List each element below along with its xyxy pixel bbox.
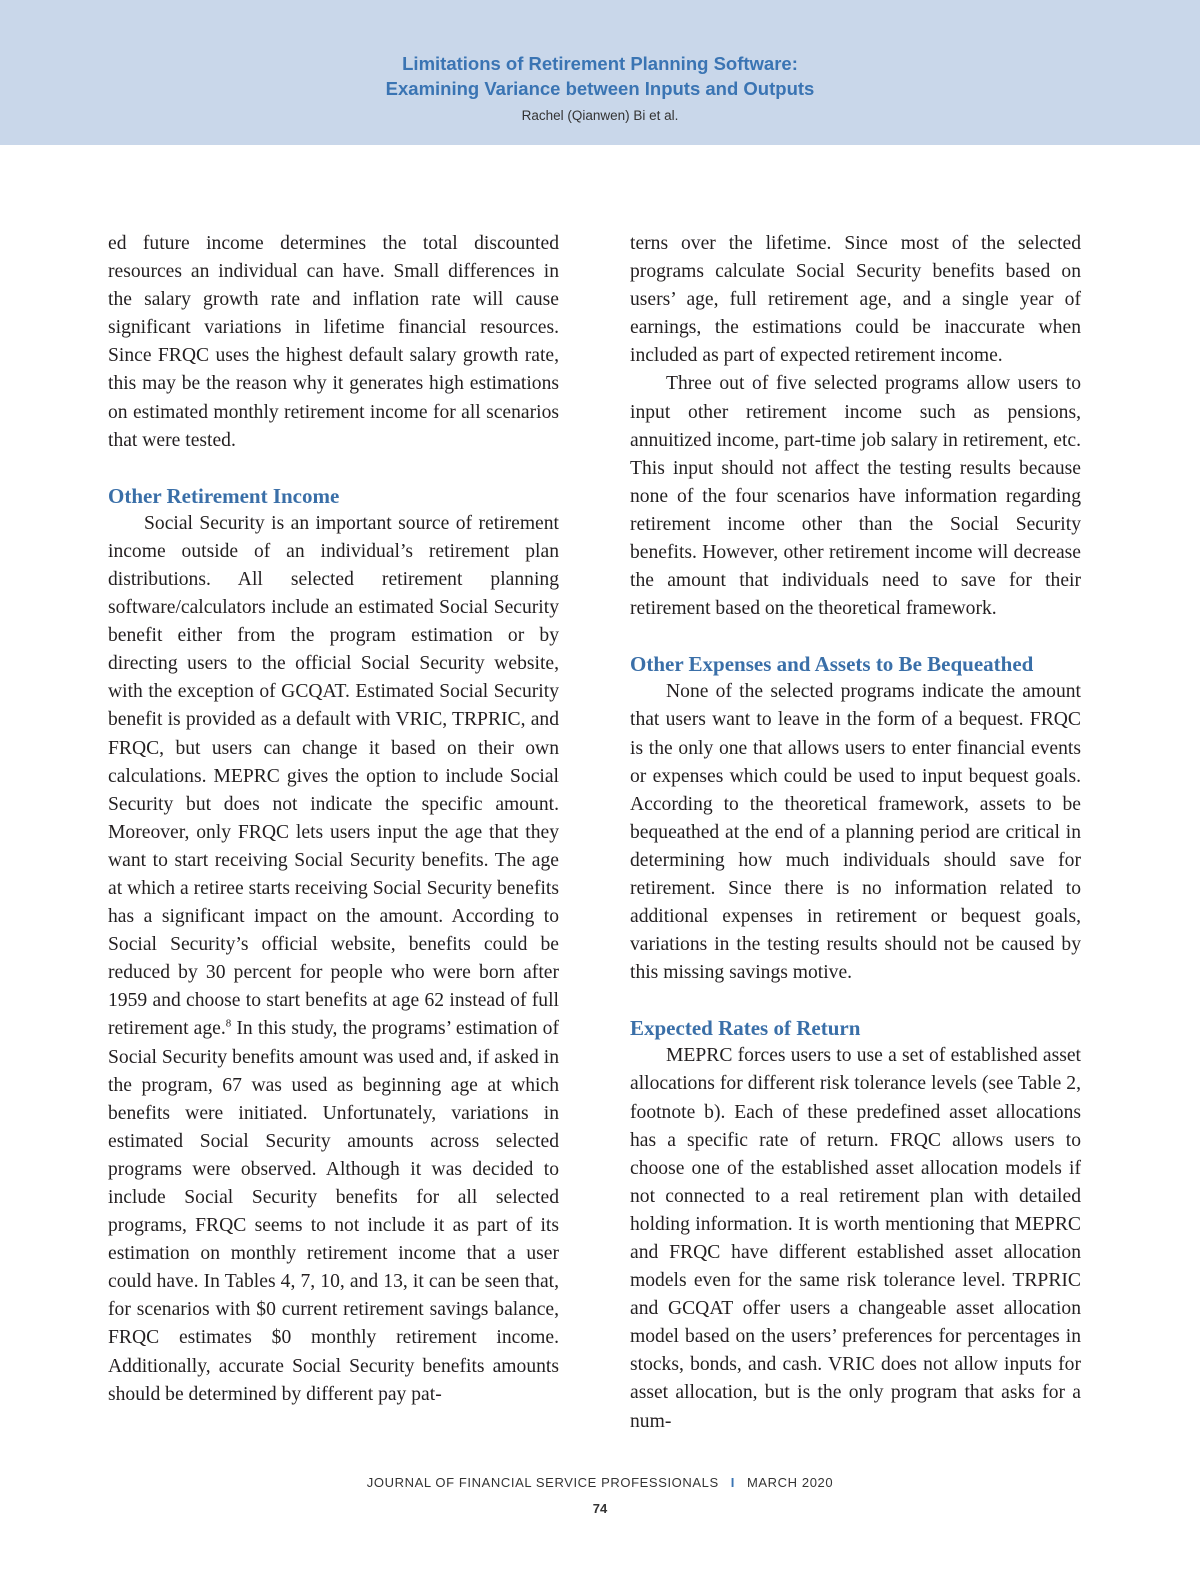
paragraph-future-income: ed future income determines the total discounted resources an individual can have. Small differences in the salary growth rate and inflation rate will cause significant variations in lifetime financial resources. Since FRQC uses the highest default salary growth rate, this may be the reason why it generates high estimations on estimated monthly retirement income for all scenarios that were tested.: [108, 233, 559, 451]
paragraph-rates-of-return: MEPRC forces users to use a set of established asset allocations for different risk tolerance levels (see Table 2, footnote b). Each of these predefined asset allocations has a specific rate of return. FRQC allows users to choose one of the established asset allocation models if not connected to a real retirement plan with detailed holding information. It is worth mentioning that MEPRC and FRQC have different established asset allocation models even for the same risk tolerance level. TRPRIC and GCQAT offer users a changeable asset allocation model based on the users’ preferences for percentages in stocks, bonds, and cash. VRIC does not allow inputs for asset allocation, but is the only program that asks for a num-: [630, 1045, 1081, 1432]
left-column: [108, 230, 559, 1409]
heading-other-retirement-income: Other Retirement Income: [108, 483, 340, 508]
footer-issue-date: MARCH 2020: [746, 1475, 834, 1490]
header-authors: Rachel (Qianwen) Bi et al.: [521, 108, 679, 123]
section-gap: [630, 623, 1081, 650]
header-title-line-1: Limitations of Retirement Planning Software:: [402, 53, 798, 74]
footer-separator: I: [730, 1475, 735, 1490]
paragraph-social-security-part-a: Social Security is an important source of retirement income outside of an individual’s retirement plan distributions. All selected retirement planning software/calculators include an estimated Social Security benefit either from the program estimation or by directing users to the official Social Security website, with the exception of GCQAT. Estimated Social Security benefit is provided as a default with VRIC, TRPRIC, and FRQC, but users can change it based on their own calculations. MEPRC gives the option to include Social Security but does not indicate the specific amount. Moreover, only FRQC lets users input the age that they want to start receiving Social Security benefits. The age at which a retiree starts receiving Social Security benefits has a significant impact on the amount. According to Social Security’s official website, benefits could be reduced by 30 percent for people who were born after 1959 and choose to start benefits at age 62 instead of full retirement age.: [108, 512, 559, 1040]
paragraph-other-income-inputs: Three out of five selected programs allow users to input other retirement income such as pensions, annuitized income, part-time job salary in retirement, etc. This input should not affect the testing results because none of the four scenarios have information regarding retirement income other than the Social Security benefits. However, other retirement income will decrease the amount that individuals need to save for their retirement based on the theoretical framework.: [630, 373, 1081, 620]
heading-expected-rates-of-return: Expected Rates of Return: [630, 1016, 861, 1041]
paragraph-social-security: [108, 510, 559, 1409]
footer-journal-name: JOURNAL OF FINANCIAL SERVICE PROFESSIONALS: [366, 1475, 719, 1490]
footnote-ref-8: 8: [225, 1017, 232, 1030]
paragraph-pay-patterns: terns over the lifetime. Since most of the selected programs calculate Social Security benefits based on users’ age, full retirement age, and a single year of earnings, the estimations could be inaccurate when included as part of expected retirement income.: [630, 233, 1081, 367]
running-footer: [0, 1473, 1200, 1493]
running-header: [0, 0, 1200, 145]
header-title-line-2: Examining Variance between Inputs and Outputs: [385, 78, 815, 99]
paragraph-social-security-part-b: In this study, the programs’ estimation of Social Security benefits amount was used and, if asked in the program, 67 was used as beginning age at which benefits were initiated. Unfortunately, variations in estimated Social Security amounts across selected programs were observed. Although it was decided to include Social Security benefits for all selected programs, FRQC seems to not include it as part of its estimation on monthly retirement income that a user could have. In Tables 4, 7, 10, and 13, it can be seen that, for scenarios with $0 current retirement savings balance, FRQC estimates $0 monthly retirement income. Additionally, accurate Social Security benefits amounts should be determined by different pay pat-: [108, 1018, 559, 1405]
paragraph-bequest: None of the selected programs indicate the amount that users want to leave in the form of a bequest. FRQC is the only one that allows users to enter financial events or expenses which could be used to input bequest goals. According to the theoretical framework, assets to be bequeathed at the end of a planning period are critical in determining how much individuals should save for retirement. Since there is no information related to additional expenses in retirement or bequest goals, variations in the testing results should not be caused by this missing savings motive.: [630, 681, 1081, 984]
page-number: 74: [592, 1501, 608, 1516]
section-gap: [108, 455, 559, 482]
section-gap: [630, 987, 1081, 1014]
right-column: [630, 230, 1081, 1436]
heading-other-expenses-bequest: Other Expenses and Assets to Be Bequeathed: [630, 652, 1034, 677]
